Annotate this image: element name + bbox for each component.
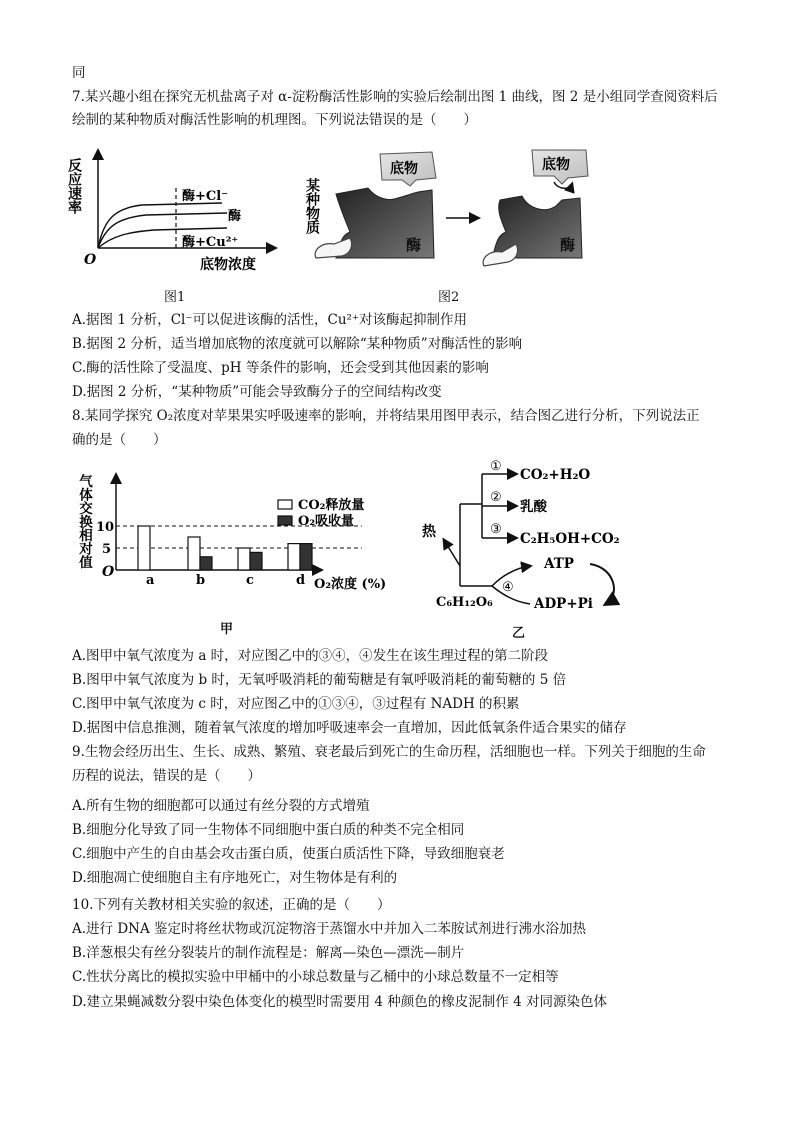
xtick-c: c xyxy=(246,573,254,588)
q10-option-d: D.建立果蝇减数分裂中染色体变化的模型时需要用 4 种颜色的橡皮泥制作 4 对同源染色体 xyxy=(72,994,607,1010)
q7-option-d: D.据图 2 分析，“某种物质”可能会导致酶分子的空间结构改变 xyxy=(72,384,442,400)
fig1-ylabel: 反应速率 xyxy=(66,158,82,214)
chart-jia-xlabel: O₂浓度 (%) xyxy=(314,577,387,592)
q7-stem-line1: 7.某兴趣小组在探究无机盐离子对 α-淀粉酶活性影响的实验后绘制出图 1 曲线，图 2 是小组同学查阅资料后 xyxy=(72,89,718,105)
fig1-label-enzyme: 酶 xyxy=(228,209,242,224)
chart-jia-ytick-10: 10 xyxy=(96,520,115,535)
q9-option-d: D.细胞凋亡使细胞自主有序地死亡，对生物体是有利的 xyxy=(72,870,398,886)
q9-option-b: B.细胞分化导致了同一生物体不同细胞中蛋白质的种类不完全相同 xyxy=(72,822,465,838)
fig2-substance-label: 某种物质 xyxy=(304,178,320,234)
yi-process-1-num: ① xyxy=(490,459,502,474)
bar-o2-b xyxy=(200,557,212,570)
yi-glucose: C₆H₁₂O₆ xyxy=(436,595,493,610)
bar-co2-d xyxy=(288,544,300,570)
fig1-xlabel: 底物浓度 xyxy=(200,257,256,273)
xtick-a: a xyxy=(146,573,155,588)
fig2-inhibitor-left xyxy=(315,238,351,258)
yi-heat-arrow xyxy=(444,540,460,566)
q10-stem: 10.下列有关教材相关实验的叙述，正确的是（ ） xyxy=(72,897,391,913)
fig2-caption: 图2 xyxy=(438,290,460,305)
yi-product-3: C₂H₅OH+CO₂ xyxy=(520,531,620,547)
fig2-enzyme-left-label: 酶 xyxy=(406,236,422,254)
q9-option-a: A.所有生物的细胞都可以通过有丝分裂的方式增殖 xyxy=(72,798,370,814)
fig1-origin: O xyxy=(84,252,97,268)
q8-stem-line1: 8.某同学探究 O₂浓度对苹果果实呼吸速率的影响，并将结果用图甲表示，结合图乙进行分析，下列说法正 xyxy=(72,408,700,424)
q7-figure1 xyxy=(66,148,292,276)
bar-co2-a xyxy=(138,526,150,570)
legend-swatch-co2 xyxy=(278,500,292,509)
q7-option-a: A.据图 1 分析，Cl⁻可以促进该酶的活性，Cu²⁺对该酶起抑制作用 xyxy=(72,312,468,328)
q8-stem-line2: 确的是（ ） xyxy=(72,432,167,448)
q7-option-b: B.据图 2 分析，适当增加底物的浓度就可以解除“某种物质”对酶活性的影响 xyxy=(72,336,523,352)
chart-jia-bars xyxy=(138,526,312,588)
q7-stem-line2: 绘制的某种物质对酶活性影响的机理图。下列说法错误的是（ ） xyxy=(72,112,477,128)
q8-option-b: B.图甲中氧气浓度为 b 时，无氧呼吸消耗的葡萄糖是有氧呼吸消耗的葡萄糖的 5 倍 xyxy=(72,672,567,688)
bar-co2-b xyxy=(188,537,200,570)
fig2-enzyme-right-label: 酶 xyxy=(560,236,576,254)
fig1-caption: 图1 xyxy=(164,290,186,305)
yi-atp: ATP xyxy=(544,556,574,572)
q10-option-b: B.洋葱根尖有丝分裂装片的制作流程是：解离—染色—漂洗—制片 xyxy=(72,945,465,961)
q9-stem-line2: 历程的说法，错误的是（ ） xyxy=(72,768,261,784)
bar-co2-c xyxy=(238,548,250,570)
q10-option-a: A.进行 DNA 鉴定时将丝状物或沉淀物溶于蒸馏水中并加入二苯胺试剂进行沸水浴加热 xyxy=(72,921,587,937)
chart-jia-ytick-5: 5 xyxy=(102,542,112,557)
q10-option-c: C.性状分离比的模拟实验中甲桶中的小球总数量与乙桶中的小球总数量不一定相等 xyxy=(72,969,559,985)
yi-product-2: 乳酸 xyxy=(520,499,547,515)
q7-option-c: C.酶的活性除了受温度、pH 等条件的影响，还会受到其他因素的影响 xyxy=(72,360,489,376)
fig2-substrate-left-label: 底物 xyxy=(390,161,418,177)
bar-o2-d xyxy=(300,544,312,570)
q8-option-d: D.据图中信息推测，随着氧气浓度的增加呼吸速率会一直增加，因此低氧条件适合果实的储存 xyxy=(72,720,627,736)
previous-question-tail: 同 xyxy=(72,65,86,81)
yi-process-4-num: ④ xyxy=(502,580,514,595)
legend-swatch-o2 xyxy=(278,516,292,525)
yi-product-1: CO₂+H₂O xyxy=(520,467,591,483)
q9-stem-line1: 9.生物会经历出生、生长、成熟、繁殖、衰老最后到死亡的生命历程，活细胞也一样。下列关于细胞的生命 xyxy=(72,744,706,760)
fig1-label-cl: 酶+Cl⁻ xyxy=(182,189,229,204)
q7-figure2 xyxy=(306,146,606,276)
fig-yi-caption: 乙 xyxy=(512,626,526,641)
yi-process-3-num: ③ xyxy=(490,522,502,537)
legend-label-co2: CO₂释放量 xyxy=(298,498,365,513)
xtick-d: d xyxy=(296,573,306,588)
yi-process-2-num: ② xyxy=(490,490,502,505)
yi-adp: ADP+Pi xyxy=(534,596,593,612)
q8-chart-jia xyxy=(72,470,402,620)
yi-atp-cycle-arrow xyxy=(590,564,614,604)
q8-figure-yi xyxy=(420,456,660,620)
legend-label-o2: O₂吸收量 xyxy=(298,514,355,529)
q8-option-a: A.图甲中氧气浓度为 a 时，对应图乙中的③④，④发生在该生理过程的第二阶段 xyxy=(72,648,549,664)
q8-option-c: C.图甲中氧气浓度为 c 时，对应图乙中的①③④，③过程有 NADH 的积累 xyxy=(72,696,520,712)
yi-heat-label: 热 xyxy=(422,524,436,540)
chart-jia-origin: O xyxy=(102,564,115,580)
q9-option-c: C.细胞中产生的自由基会攻击蛋白质，使蛋白质活性下降，导致细胞衰老 xyxy=(72,846,505,862)
fig1-label-cu: 酶+Cu²⁺ xyxy=(182,235,239,250)
bar-o2-c xyxy=(250,552,262,570)
chart-jia-ylabel: 气体交换相对值 xyxy=(76,474,92,569)
fig2-substrate-right-label: 底物 xyxy=(542,157,570,173)
chart-jia-caption: 甲 xyxy=(220,622,234,637)
xtick-b: b xyxy=(196,573,206,588)
